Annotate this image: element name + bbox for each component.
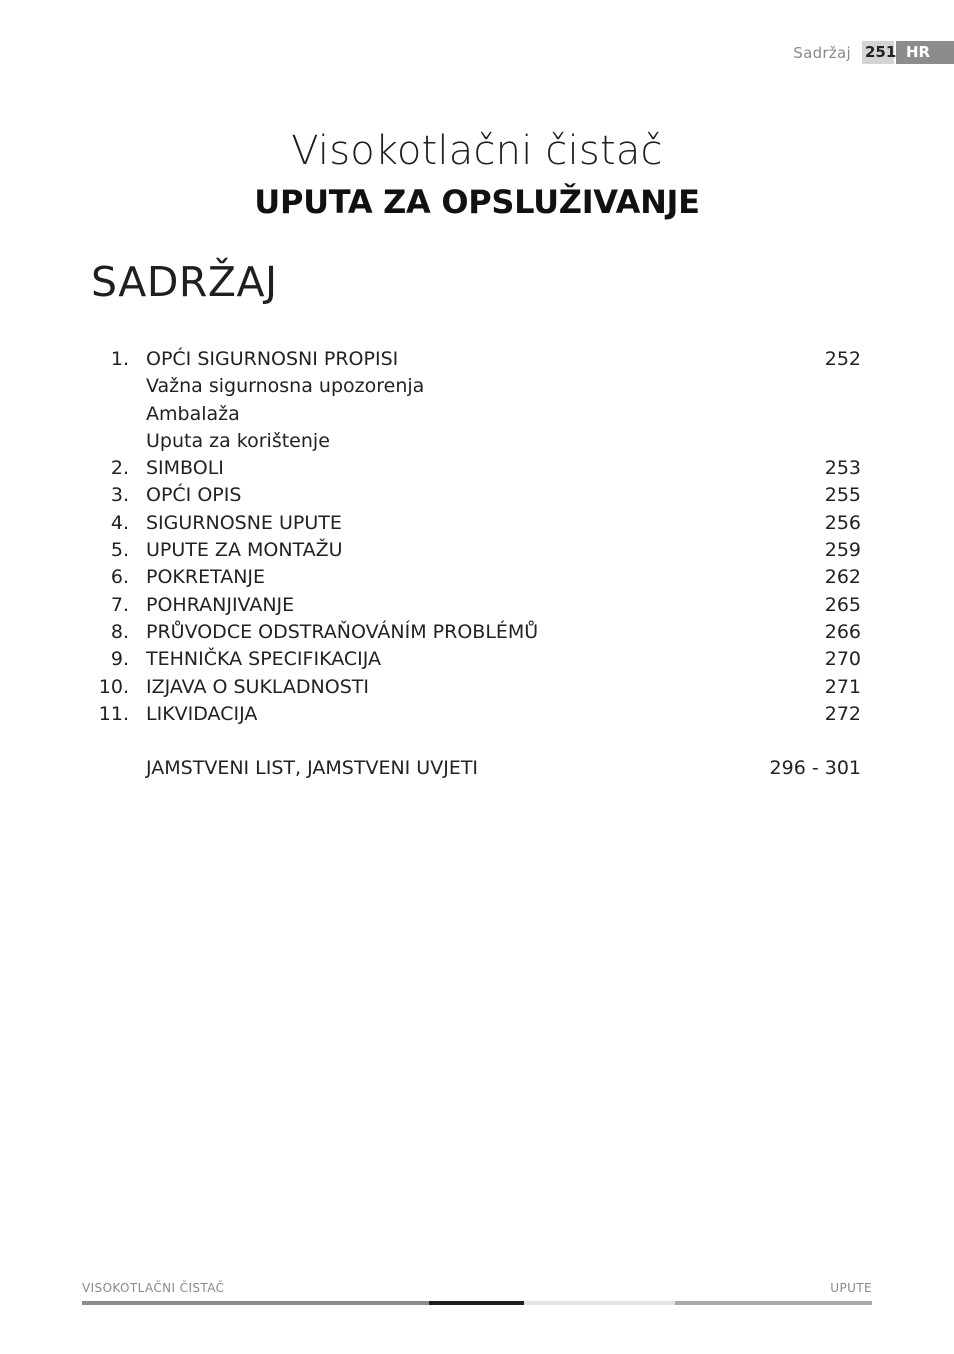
- toc-spacer: [0, 728, 954, 755]
- toc-entry[interactable]: [0, 619, 954, 646]
- toc-entry-page: 265: [824, 593, 861, 616]
- toc-entry-label: SIMBOLI: [146, 457, 224, 480]
- toc-entry-label: POKRETANJE: [146, 566, 266, 589]
- product-title: Visokotlačni čistač: [291, 128, 663, 174]
- toc-entry[interactable]: [0, 346, 954, 373]
- toc-entry[interactable]: [0, 564, 954, 591]
- toc-entry-number: 2.: [110, 457, 129, 480]
- footer-divider-segment: [429, 1301, 524, 1305]
- toc-entry-number: 9.: [110, 648, 129, 671]
- toc-entry[interactable]: [0, 592, 954, 619]
- toc-entry-page: 270: [824, 648, 861, 671]
- toc-heading: SADRŽAJ: [91, 258, 278, 306]
- toc-entry-label: LIKVIDACIJA: [146, 702, 258, 725]
- toc-entry-label: Ambalaža: [146, 402, 240, 425]
- toc-entry-label: Važna sigurnosna upozorenja: [146, 375, 425, 398]
- toc-entry-number: 1.: [110, 348, 129, 370]
- toc-entry[interactable]: [0, 482, 954, 509]
- toc-entry-page: 252: [824, 348, 861, 370]
- footer-divider: [82, 1301, 872, 1305]
- toc-entry[interactable]: [0, 510, 954, 537]
- toc-entry-page: 256: [824, 511, 861, 534]
- toc-entry[interactable]: [0, 455, 954, 482]
- toc-entry-number: 5.: [110, 539, 129, 562]
- toc-entry-page: 253: [824, 457, 861, 480]
- toc-entry[interactable]: [0, 674, 954, 701]
- footer-doc-type: UPUTE: [830, 1281, 872, 1295]
- toc-entry-label: OPĆI OPIS: [146, 484, 242, 507]
- toc-entry-number: 10.: [98, 675, 129, 698]
- toc-entry-number: 7.: [110, 593, 129, 616]
- toc-entry-page: 262: [824, 566, 861, 589]
- header-page-number: 251: [862, 41, 894, 64]
- toc-entry[interactable]: [0, 646, 954, 673]
- toc-entry[interactable]: [0, 701, 954, 728]
- toc-entry-label: IZJAVA O SUKLADNOSTI: [146, 675, 369, 698]
- header-language-tab: HR: [896, 41, 954, 64]
- toc-entry[interactable]: [0, 537, 954, 564]
- footer-divider-segment: [82, 1301, 429, 1305]
- footer-product-name: VISOKOTLAČNI ČISTAČ: [82, 1281, 225, 1295]
- table-of-contents: [0, 346, 954, 783]
- toc-entry-label: TEHNIČKA SPECIFIKACIJA: [146, 648, 381, 671]
- toc-subentry[interactable]: [0, 428, 954, 455]
- toc-entry-number: 11.: [98, 702, 129, 725]
- toc-entry-label: SIGURNOSNE UPUTE: [146, 511, 342, 534]
- page-header: [793, 41, 954, 64]
- toc-entry-page: 266: [824, 620, 861, 643]
- toc-entry-number: 4.: [110, 511, 129, 534]
- manual-subtitle: UPUTA ZA OPSLUŽIVANJE: [254, 183, 700, 221]
- footer-divider-segment: [675, 1301, 872, 1305]
- toc-subentry[interactable]: [0, 373, 954, 400]
- header-section-label: Sadržaj: [793, 43, 851, 62]
- toc-warranty-pages: 296 - 301: [769, 757, 861, 780]
- toc-entry-page: 271: [824, 675, 861, 698]
- toc-entry-page: 272: [824, 702, 861, 725]
- toc-entry-number: 6.: [110, 566, 129, 589]
- toc-entry-page: 259: [824, 539, 861, 562]
- toc-subentry[interactable]: [0, 401, 954, 428]
- toc-entry-label: PRŮVODCE ODSTRAŇOVÁNÍM PROBLÉMŮ: [146, 620, 539, 643]
- toc-warranty-label: JAMSTVENI LIST, JAMSTVENI UVJETI: [146, 757, 479, 780]
- toc-entry-number: 3.: [110, 484, 129, 507]
- toc-entry-label: Uputa za korištenje: [146, 429, 330, 452]
- toc-entry-label: OPĆI SIGURNOSNI PROPISI: [146, 348, 399, 370]
- toc-warranty-entry[interactable]: [0, 755, 954, 782]
- footer-divider-segment: [524, 1301, 675, 1305]
- toc-entry-label: POHRANJIVANJE: [146, 593, 295, 616]
- toc-entry-label: UPUTE ZA MONTAŽU: [146, 539, 343, 562]
- toc-entry-number: 8.: [110, 620, 129, 643]
- toc-entry-page: 255: [824, 484, 861, 507]
